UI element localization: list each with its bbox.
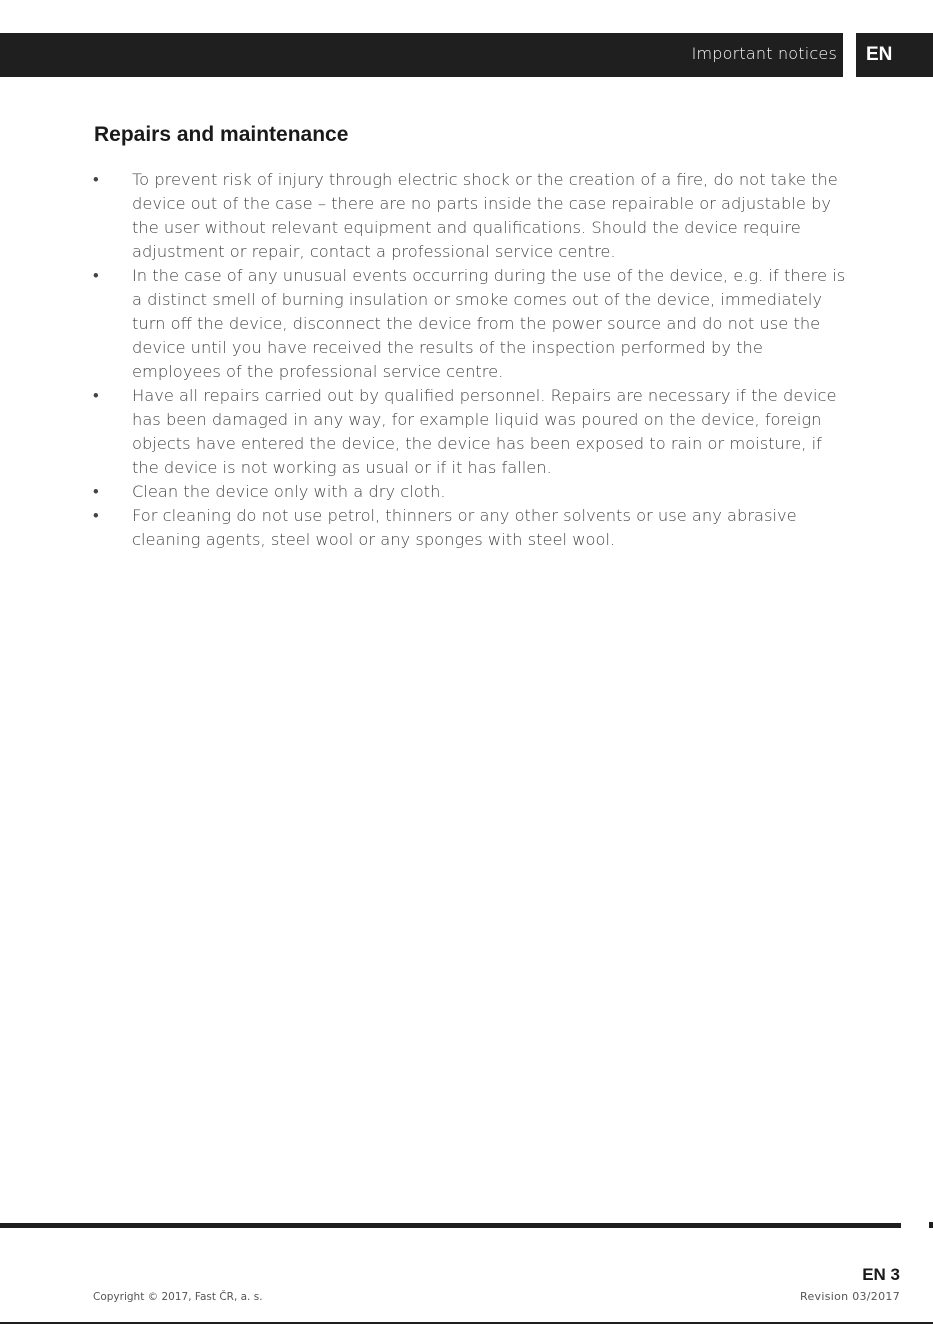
list-item [93,480,853,504]
header-title: Important notices [691,44,837,63]
list-item [93,384,853,480]
list-item [93,504,853,552]
revision-label: Revision 03/2017 [800,1290,900,1303]
bullet-list [93,168,853,552]
footer-rule [0,1223,901,1228]
bullet-icon: • [93,506,99,525]
list-item-text: For cleaning do not use petrol, thinners or any other solvents or use any abrasive cleaning agents, steel wool or any sponges with steel wool. [132,506,797,549]
section-title: Repairs and maintenance [94,123,349,146]
bullet-icon: • [93,170,99,189]
list-item-text: Clean the device only with a dry cloth. [132,482,446,501]
list-item-text: To prevent risk of injury through electric shock or the creation of a fire, do not take the device out of the case – there are no parts inside the case repairable or adjustable by the user without relevant equipment and qualifications. Should the device require adjustment or repair, contact a professional service centre. [132,170,838,261]
page-number: EN 3 [862,1265,900,1284]
footer-rule-end [929,1222,933,1228]
header-bar [0,33,843,77]
list-item [93,168,853,264]
bullet-icon: • [93,482,99,501]
bullet-icon: • [93,386,99,405]
list-item-text: Have all repairs carried out by qualified personnel. Repairs are necessary if the device has been damaged in any way, for example liquid was poured on the device, foreign objects have entered the device, the device has been exposed to rain or moisture, if the device is not working as usual or if it has fallen. [132,386,837,477]
list-item-text: In the case of any unusual events occurring during the use of the device, e.g. if there is a distinct smell of burning insulation or smoke comes out of the device, immediately turn off the device, disconnect the device from the power source and do not use the device until you have received the results of the inspection performed by the employees of the professional service centre. [132,266,846,381]
language-badge: EN [856,33,933,77]
bullet-icon: • [93,266,99,285]
list-item [93,264,853,384]
copyright-notice: Copyright © 2017, Fast ČR, a. s. [93,1291,263,1303]
